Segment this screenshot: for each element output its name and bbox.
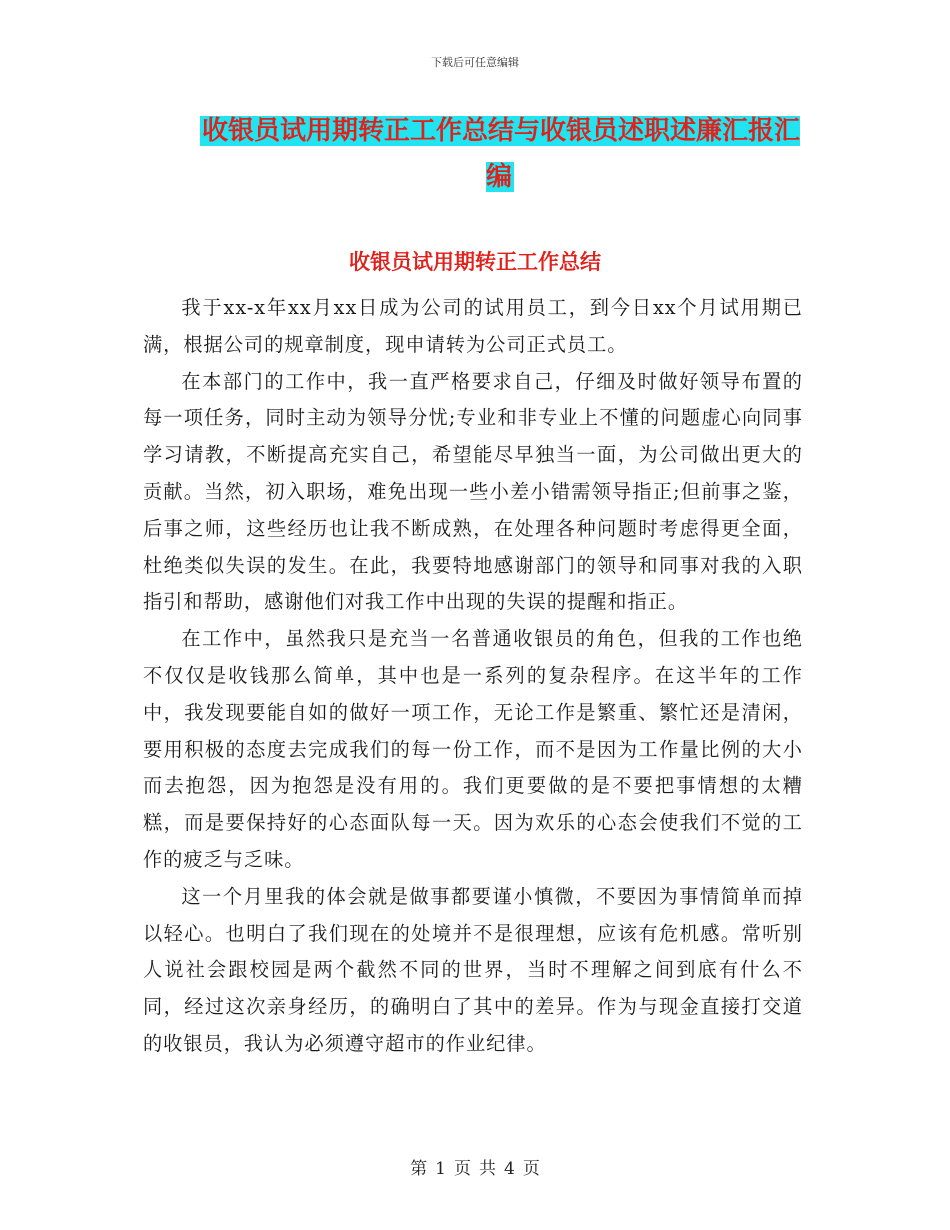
page-footer	[0, 1154, 950, 1179]
paragraph-3: 在工作中，虽然我只是充当一名普通收银员的角色，但我的工作也绝不仅仅是收钱那么简单，其中也是一系列的复杂程序。在这半年的工作中，我发现要能自如的做好一项工作，无论工作是繁重、繁忙还是清闲，要用积极的态度去完成我们的每一份工作，而不是因为工作量比例的大小而去抱怨，因为抱怨是没有用的。我们更要做的是不要把事情想的太糟糕，而是要保持好的心态面队每一天。因为欢乐的心态会使我们不觉的工作的疲乏与乏味。	[143, 627, 803, 871]
paragraph-2: 在本部门的工作中，我一直严格要求自己，仔细及时做好领导布置的每一项任务，同时主动为领导分忧;专业和非专业上不懂的问题虚心向同事学习请教，不断提高充实自己，希望能尽早独当一面，为公司做出更大的贡献。当然，初入职场，难免出现一些小差小错需领导指正;但前事之鉴，后事之师，这些经历也让我不断成熟，在处理各种问题时考虑得更全面，杜绝类似失误的发生。在此，我要特地感谢部门的领导和同事对我的入职指引和帮助，感谢他们对我工作中出现的失误的提醒和指正。	[143, 369, 803, 614]
footer-label-unit2: 页	[522, 1159, 540, 1179]
page-header-note: 下载后可任意编辑	[431, 56, 519, 69]
footer-current-page: 1	[435, 1159, 446, 1179]
document-body	[143, 290, 803, 1063]
footer-label-unit: 页	[454, 1159, 471, 1179]
footer-label-page: 第	[410, 1159, 428, 1179]
paragraph-4: 这一个月里我的体会就是做事都要谨小慎微，不要因为事情简单而掉以轻心。也明白了我们现在的处境并不是很理想，应该有危机感。常听别人说社会跟校园是两个截然不同的世界，当时不理解之间到底有什么不同，经过这次亲身经历，的确明白了其中的差异。作为与现金直接打交道的收银员，我认为必须遵守超市的作业纪律。	[143, 884, 803, 1055]
document-title	[190, 108, 810, 200]
paragraph-1: 我于xx-x年xx月xx日成为公司的试用员工，到今日xx个月试用期已满，根据公司的规章制度，现申请转为公司正式员工。	[143, 296, 803, 356]
footer-label-total: 共	[479, 1159, 496, 1179]
footer-total-pages: 4	[504, 1159, 515, 1179]
document-title-text: 收银员试用期转正工作总结与收银员述职述廉汇报汇编	[201, 116, 800, 192]
section-title: 收银员试用期转正工作总结	[349, 250, 601, 274]
